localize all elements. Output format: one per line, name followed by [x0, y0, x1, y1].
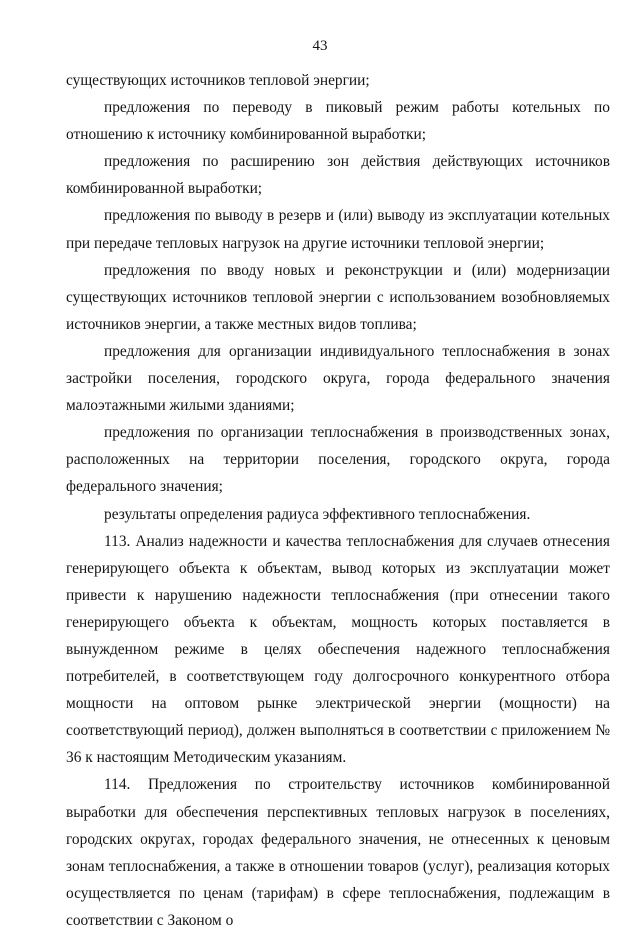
paragraph-industrial-zones: предложения по организации теплоснабжения в производственных зонах, расположенных на территории поселения, городского округа, города федерального значения;	[66, 424, 610, 496]
paragraph-effective-radius: результаты определения радиуса эффективного теплоснабжения.	[104, 505, 531, 523]
paragraph-reserve-decommission: предложения по выводу в резерв и (или) выводу из эксплуатации котельных при передаче тепловых нагрузок на другие источники тепловой энергии;	[66, 207, 610, 252]
paragraph-expand-zones: предложения по расширению зон действия действующих источников комбинированной выработки;	[66, 153, 610, 198]
paragraph-peak-mode: предложения по переводу в пиковый режим работы котельных по отношению к источнику комбинированной выработки;	[66, 99, 610, 144]
document-body	[66, 67, 610, 934]
paragraph-113-reliability: 113. Анализ надежности и качества теплоснабжения для случаев отнесения генерирующего объекта к объектам, вывод которых из эксплуатации может привести к нарушению надежности теплоснабжения (при отнесении такого генерирующего объекта к объектам, мощность которых поставляется в вынужденном режиме в целях обеспечения надежного теплоснабжения потребителей, в соответствующем году долгосрочного конкурентного отбора мощности на оптовом рынке электрической энергии (мощности) на соответствующий период), должен выполняться в соответствии с приложением № 36 к настоящим Методическим указаниям.	[66, 532, 610, 767]
page-number: 43	[312, 38, 328, 54]
paragraph-new-renewable: предложения по вводу новых и реконструкции и (или) модернизации существующих источников тепловой энергии с использованием возобновляемых источников энергии, а также местных видов топлива;	[66, 261, 610, 333]
paragraph-114-construction: 114. Предложения по строительству источников комбинированной выработки для обеспечения перспективных тепловых нагрузок в поселениях, городских округах, городах федерального значения, не отнесенных к ценовым зонам теплоснабжения, а также в отношении товаров (услуг), реализация которых осуществляется по ценам (тарифам) в сфере теплоснабжения, подлежащим в соответствии с Законом о	[66, 776, 610, 929]
paragraph-individual-heating: предложения для организации индивидуального теплоснабжения в зонах застройки поселения, городского округа, города федерального значения малоэтажными жилыми зданиями;	[66, 342, 610, 415]
paragraph-continuation: существующих источников тепловой энергии;	[66, 72, 370, 89]
